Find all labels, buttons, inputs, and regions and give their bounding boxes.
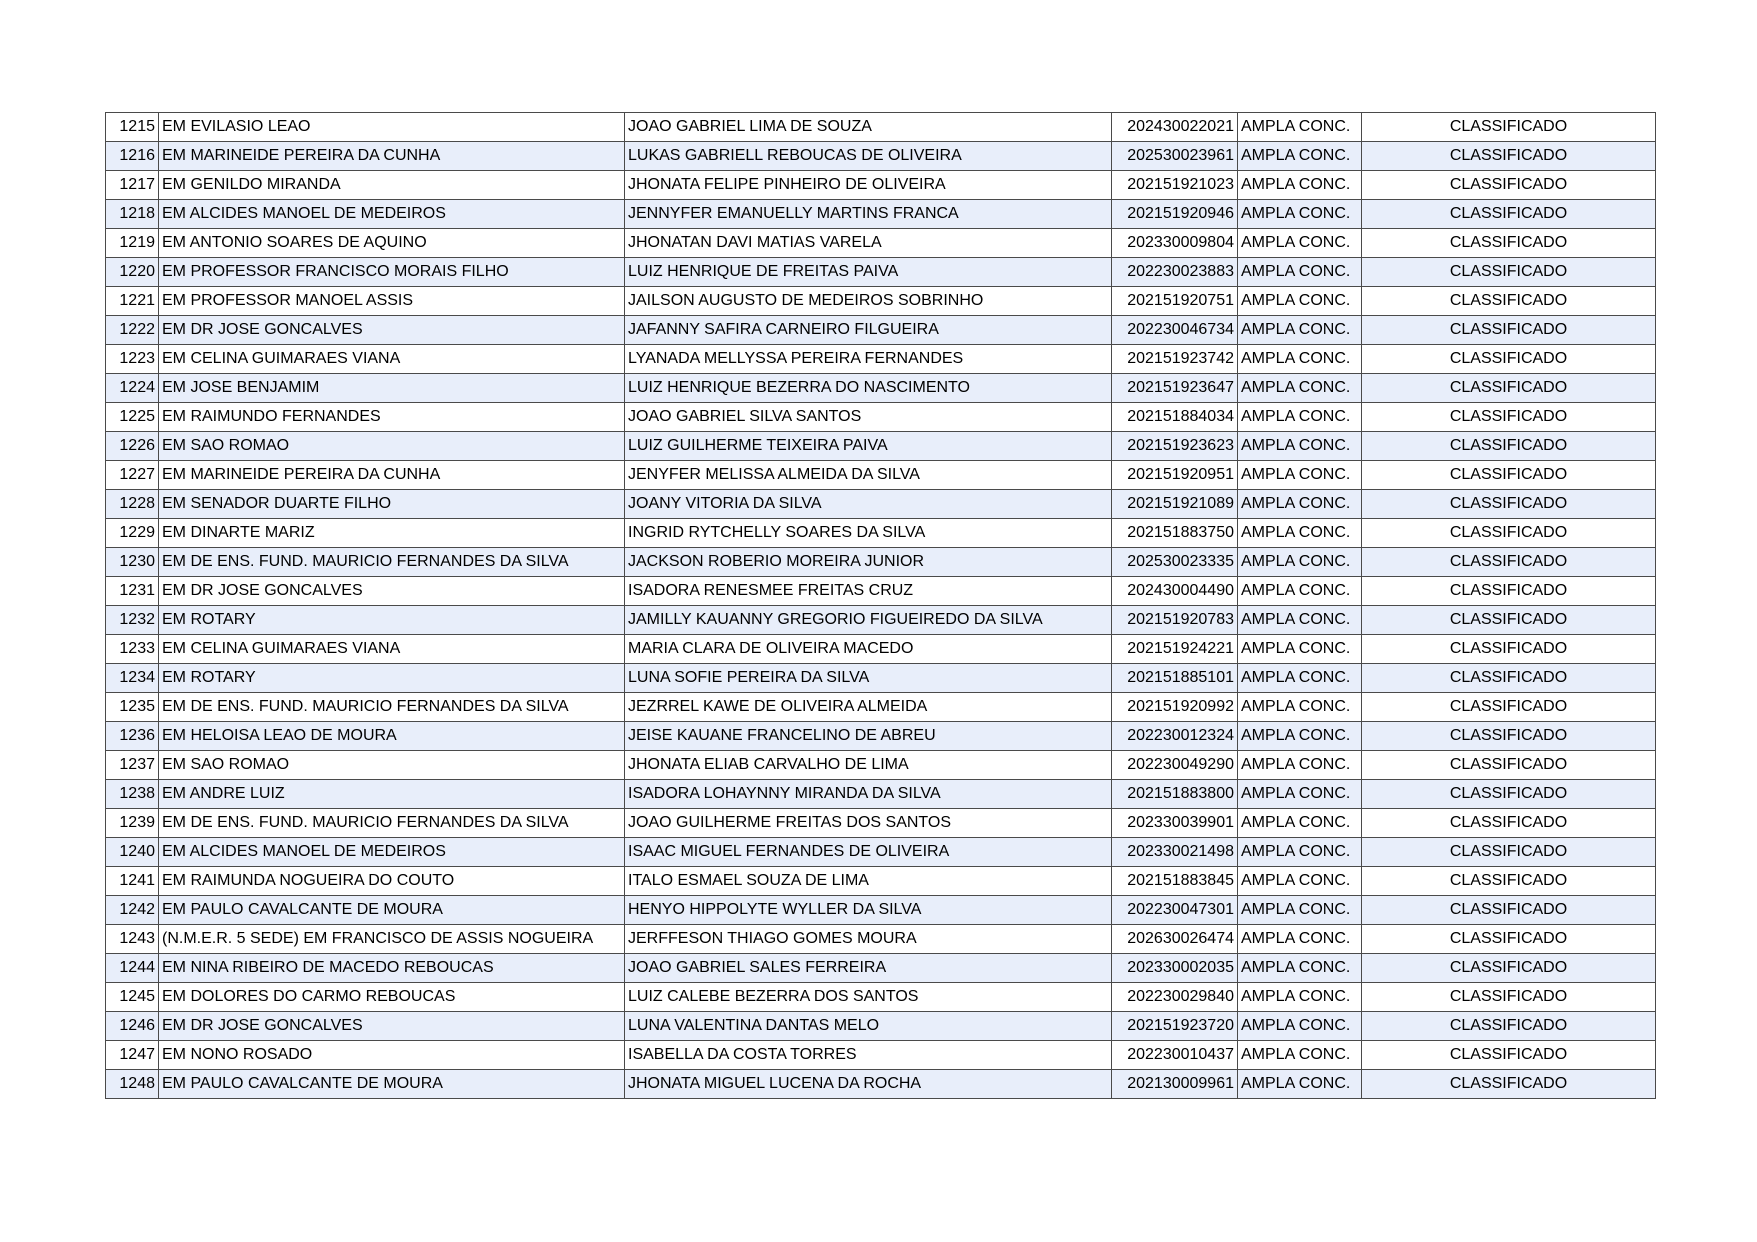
candidate-name: ISAAC MIGUEL FERNANDES DE OLIVEIRA	[625, 838, 1112, 867]
registration-code: 202151923720	[1112, 1012, 1238, 1041]
quota-category: AMPLA CONC.	[1238, 577, 1362, 606]
quota-category: AMPLA CONC.	[1238, 722, 1362, 751]
school-name: EM DR JOSE GONCALVES	[159, 1012, 625, 1041]
registration-code: 202151883800	[1112, 780, 1238, 809]
row-number: 1242	[106, 896, 159, 925]
status-label: CLASSIFICADO	[1362, 171, 1656, 200]
registration-code: 202230012324	[1112, 722, 1238, 751]
table-row	[106, 896, 1656, 925]
registration-code: 202151884034	[1112, 403, 1238, 432]
school-name: EM DR JOSE GONCALVES	[159, 316, 625, 345]
candidate-name: LYANADA MELLYSSA PEREIRA FERNANDES	[625, 345, 1112, 374]
row-number: 1245	[106, 983, 159, 1012]
row-number: 1235	[106, 693, 159, 722]
quota-category: AMPLA CONC.	[1238, 896, 1362, 925]
candidate-name: JOAO GABRIEL LIMA DE SOUZA	[625, 113, 1112, 142]
registration-code: 202151883845	[1112, 867, 1238, 896]
school-name: EM ANTONIO SOARES DE AQUINO	[159, 229, 625, 258]
status-label: CLASSIFICADO	[1362, 229, 1656, 258]
status-label: CLASSIFICADO	[1362, 1041, 1656, 1070]
table-row	[106, 809, 1656, 838]
status-label: CLASSIFICADO	[1362, 635, 1656, 664]
candidate-name: JEISE KAUANE FRANCELINO DE ABREU	[625, 722, 1112, 751]
registration-code: 202151921023	[1112, 171, 1238, 200]
school-name: (N.M.E.R. 5 SEDE) EM FRANCISCO DE ASSIS NOGUEIRA	[159, 925, 625, 954]
status-label: CLASSIFICADO	[1362, 751, 1656, 780]
row-number: 1223	[106, 345, 159, 374]
status-label: CLASSIFICADO	[1362, 490, 1656, 519]
candidate-name: JOAO GUILHERME FREITAS DOS SANTOS	[625, 809, 1112, 838]
candidate-name: LUNA VALENTINA DANTAS MELO	[625, 1012, 1112, 1041]
school-name: EM NINA RIBEIRO DE MACEDO REBOUCAS	[159, 954, 625, 983]
quota-category: AMPLA CONC.	[1238, 461, 1362, 490]
row-number: 1237	[106, 751, 159, 780]
table-row	[106, 548, 1656, 577]
quota-category: AMPLA CONC.	[1238, 838, 1362, 867]
table-row	[106, 519, 1656, 548]
row-number: 1231	[106, 577, 159, 606]
table-row	[106, 867, 1656, 896]
table-row	[106, 925, 1656, 954]
candidate-name: LUIZ HENRIQUE BEZERRA DO NASCIMENTO	[625, 374, 1112, 403]
table-row	[106, 1041, 1656, 1070]
quota-category: AMPLA CONC.	[1238, 1070, 1362, 1099]
row-number: 1229	[106, 519, 159, 548]
table-row	[106, 345, 1656, 374]
registration-code: 202151920751	[1112, 287, 1238, 316]
status-label: CLASSIFICADO	[1362, 606, 1656, 635]
row-number: 1248	[106, 1070, 159, 1099]
table-row	[106, 983, 1656, 1012]
row-number: 1239	[106, 809, 159, 838]
row-number: 1241	[106, 867, 159, 896]
registration-code: 202530023335	[1112, 548, 1238, 577]
candidate-name: HENYO HIPPOLYTE WYLLER DA SILVA	[625, 896, 1112, 925]
quota-category: AMPLA CONC.	[1238, 693, 1362, 722]
registration-code: 202330002035	[1112, 954, 1238, 983]
quota-category: AMPLA CONC.	[1238, 867, 1362, 896]
table-row	[106, 635, 1656, 664]
status-label: CLASSIFICADO	[1362, 519, 1656, 548]
status-label: CLASSIFICADO	[1362, 838, 1656, 867]
school-name: EM ALCIDES MANOEL DE MEDEIROS	[159, 838, 625, 867]
school-name: EM DINARTE MARIZ	[159, 519, 625, 548]
candidate-name: JERFFESON THIAGO GOMES MOURA	[625, 925, 1112, 954]
table-row	[106, 374, 1656, 403]
table-row	[106, 287, 1656, 316]
status-label: CLASSIFICADO	[1362, 287, 1656, 316]
school-name: EM MARINEIDE PEREIRA DA CUNHA	[159, 142, 625, 171]
quota-category: AMPLA CONC.	[1238, 1012, 1362, 1041]
school-name: EM DR JOSE GONCALVES	[159, 577, 625, 606]
candidate-name: JAFANNY SAFIRA CARNEIRO FILGUEIRA	[625, 316, 1112, 345]
status-label: CLASSIFICADO	[1362, 142, 1656, 171]
registration-code: 202430022021	[1112, 113, 1238, 142]
candidate-name: INGRID RYTCHELLY SOARES DA SILVA	[625, 519, 1112, 548]
candidate-name: JOAO GABRIEL SILVA SANTOS	[625, 403, 1112, 432]
registration-code: 202151885101	[1112, 664, 1238, 693]
quota-category: AMPLA CONC.	[1238, 171, 1362, 200]
status-label: CLASSIFICADO	[1362, 896, 1656, 925]
status-label: CLASSIFICADO	[1362, 809, 1656, 838]
candidate-name: JEZRREL KAWE DE OLIVEIRA ALMEIDA	[625, 693, 1112, 722]
school-name: EM MARINEIDE PEREIRA DA CUNHA	[159, 461, 625, 490]
quota-category: AMPLA CONC.	[1238, 780, 1362, 809]
row-number: 1226	[106, 432, 159, 461]
table-row	[106, 461, 1656, 490]
registration-code: 202151920783	[1112, 606, 1238, 635]
quota-category: AMPLA CONC.	[1238, 983, 1362, 1012]
status-label: CLASSIFICADO	[1362, 722, 1656, 751]
school-name: EM DE ENS. FUND. MAURICIO FERNANDES DA SILVA	[159, 548, 625, 577]
quota-category: AMPLA CONC.	[1238, 664, 1362, 693]
registration-code: 202130009961	[1112, 1070, 1238, 1099]
candidate-name: LUNA SOFIE PEREIRA DA SILVA	[625, 664, 1112, 693]
row-number: 1234	[106, 664, 159, 693]
school-name: EM SAO ROMAO	[159, 751, 625, 780]
results-table-body	[106, 113, 1656, 1099]
table-row	[106, 693, 1656, 722]
status-label: CLASSIFICADO	[1362, 113, 1656, 142]
table-row	[106, 1070, 1656, 1099]
status-label: CLASSIFICADO	[1362, 316, 1656, 345]
registration-code: 202151920992	[1112, 693, 1238, 722]
school-name: EM NONO ROSADO	[159, 1041, 625, 1070]
registration-code: 202230049290	[1112, 751, 1238, 780]
row-number: 1246	[106, 1012, 159, 1041]
status-label: CLASSIFICADO	[1362, 432, 1656, 461]
school-name: EM ROTARY	[159, 606, 625, 635]
table-row	[106, 664, 1656, 693]
table-row	[106, 258, 1656, 287]
registration-code: 202230023883	[1112, 258, 1238, 287]
candidate-name: ISADORA RENESMEE FREITAS CRUZ	[625, 577, 1112, 606]
school-name: EM ALCIDES MANOEL DE MEDEIROS	[159, 200, 625, 229]
school-name: EM CELINA GUIMARAES VIANA	[159, 635, 625, 664]
quota-category: AMPLA CONC.	[1238, 258, 1362, 287]
quota-category: AMPLA CONC.	[1238, 142, 1362, 171]
candidate-name: LUKAS GABRIELL REBOUCAS DE OLIVEIRA	[625, 142, 1112, 171]
candidate-name: LUIZ CALEBE BEZERRA DOS SANTOS	[625, 983, 1112, 1012]
row-number: 1225	[106, 403, 159, 432]
table-row	[106, 142, 1656, 171]
school-name: EM PROFESSOR MANOEL ASSIS	[159, 287, 625, 316]
row-number: 1240	[106, 838, 159, 867]
row-number: 1247	[106, 1041, 159, 1070]
school-name: EM DE ENS. FUND. MAURICIO FERNANDES DA SILVA	[159, 693, 625, 722]
status-label: CLASSIFICADO	[1362, 983, 1656, 1012]
candidate-name: JENNYFER EMANUELLY MARTINS FRANCA	[625, 200, 1112, 229]
row-number: 1215	[106, 113, 159, 142]
table-row	[106, 606, 1656, 635]
registration-code: 202430004490	[1112, 577, 1238, 606]
school-name: EM PAULO CAVALCANTE DE MOURA	[159, 1070, 625, 1099]
row-number: 1232	[106, 606, 159, 635]
row-number: 1222	[106, 316, 159, 345]
row-number: 1230	[106, 548, 159, 577]
quota-category: AMPLA CONC.	[1238, 113, 1362, 142]
status-label: CLASSIFICADO	[1362, 1012, 1656, 1041]
quota-category: AMPLA CONC.	[1238, 490, 1362, 519]
status-label: CLASSIFICADO	[1362, 577, 1656, 606]
status-label: CLASSIFICADO	[1362, 925, 1656, 954]
registration-code: 202530023961	[1112, 142, 1238, 171]
candidate-name: JHONATAN DAVI MATIAS VARELA	[625, 229, 1112, 258]
table-row	[106, 171, 1656, 200]
row-number: 1217	[106, 171, 159, 200]
registration-code: 202230029840	[1112, 983, 1238, 1012]
row-number: 1216	[106, 142, 159, 171]
row-number: 1243	[106, 925, 159, 954]
school-name: EM HELOISA LEAO DE MOURA	[159, 722, 625, 751]
row-number: 1224	[106, 374, 159, 403]
status-label: CLASSIFICADO	[1362, 664, 1656, 693]
table-row	[106, 229, 1656, 258]
table-row	[106, 490, 1656, 519]
quota-category: AMPLA CONC.	[1238, 432, 1362, 461]
row-number: 1244	[106, 954, 159, 983]
quota-category: AMPLA CONC.	[1238, 316, 1362, 345]
status-label: CLASSIFICADO	[1362, 345, 1656, 374]
school-name: EM JOSE BENJAMIM	[159, 374, 625, 403]
row-number: 1228	[106, 490, 159, 519]
row-number: 1219	[106, 229, 159, 258]
candidate-name: JHONATA MIGUEL LUCENA DA ROCHA	[625, 1070, 1112, 1099]
status-label: CLASSIFICADO	[1362, 258, 1656, 287]
quota-category: AMPLA CONC.	[1238, 374, 1362, 403]
school-name: EM SAO ROMAO	[159, 432, 625, 461]
candidate-name: LUIZ HENRIQUE DE FREITAS PAIVA	[625, 258, 1112, 287]
candidate-name: JHONATA FELIPE PINHEIRO DE OLIVEIRA	[625, 171, 1112, 200]
school-name: EM PAULO CAVALCANTE DE MOURA	[159, 896, 625, 925]
candidate-name: JOAO GABRIEL SALES FERREIRA	[625, 954, 1112, 983]
row-number: 1220	[106, 258, 159, 287]
registration-code: 202330039901	[1112, 809, 1238, 838]
school-name: EM DOLORES DO CARMO REBOUCAS	[159, 983, 625, 1012]
candidate-name: MARIA CLARA DE OLIVEIRA MACEDO	[625, 635, 1112, 664]
candidate-name: JHONATA ELIAB CARVALHO DE LIMA	[625, 751, 1112, 780]
school-name: EM EVILASIO LEAO	[159, 113, 625, 142]
candidate-name: ISADORA LOHAYNNY MIRANDA DA SILVA	[625, 780, 1112, 809]
school-name: EM RAIMUNDO FERNANDES	[159, 403, 625, 432]
registration-code: 202330021498	[1112, 838, 1238, 867]
candidate-name: ISABELLA DA COSTA TORRES	[625, 1041, 1112, 1070]
table-row	[106, 200, 1656, 229]
status-label: CLASSIFICADO	[1362, 780, 1656, 809]
table-row	[106, 780, 1656, 809]
status-label: CLASSIFICADO	[1362, 548, 1656, 577]
registration-code: 202151923623	[1112, 432, 1238, 461]
status-label: CLASSIFICADO	[1362, 867, 1656, 896]
quota-category: AMPLA CONC.	[1238, 345, 1362, 374]
registration-code: 202230046734	[1112, 316, 1238, 345]
status-label: CLASSIFICADO	[1362, 200, 1656, 229]
table-row	[106, 577, 1656, 606]
registration-code: 202151924221	[1112, 635, 1238, 664]
quota-category: AMPLA CONC.	[1238, 519, 1362, 548]
registration-code: 202151883750	[1112, 519, 1238, 548]
status-label: CLASSIFICADO	[1362, 461, 1656, 490]
registration-code: 202330009804	[1112, 229, 1238, 258]
status-label: CLASSIFICADO	[1362, 693, 1656, 722]
quota-category: AMPLA CONC.	[1238, 925, 1362, 954]
registration-code: 202630026474	[1112, 925, 1238, 954]
candidate-name: JAILSON AUGUSTO DE MEDEIROS SOBRINHO	[625, 287, 1112, 316]
table-row	[106, 722, 1656, 751]
registration-code: 202230047301	[1112, 896, 1238, 925]
registration-code: 202230010437	[1112, 1041, 1238, 1070]
results-table	[105, 112, 1656, 1099]
row-number: 1233	[106, 635, 159, 664]
registration-code: 202151920951	[1112, 461, 1238, 490]
table-row	[106, 838, 1656, 867]
quota-category: AMPLA CONC.	[1238, 403, 1362, 432]
registration-code: 202151923647	[1112, 374, 1238, 403]
status-label: CLASSIFICADO	[1362, 403, 1656, 432]
school-name: EM DE ENS. FUND. MAURICIO FERNANDES DA SILVA	[159, 809, 625, 838]
table-row	[106, 403, 1656, 432]
candidate-name: JACKSON ROBERIO MOREIRA JUNIOR	[625, 548, 1112, 577]
table-row	[106, 432, 1656, 461]
status-label: CLASSIFICADO	[1362, 954, 1656, 983]
school-name: EM SENADOR DUARTE FILHO	[159, 490, 625, 519]
quota-category: AMPLA CONC.	[1238, 1041, 1362, 1070]
registration-code: 202151921089	[1112, 490, 1238, 519]
quota-category: AMPLA CONC.	[1238, 809, 1362, 838]
table-row	[106, 113, 1656, 142]
table-row	[106, 1012, 1656, 1041]
row-number: 1221	[106, 287, 159, 316]
school-name: EM RAIMUNDA NOGUEIRA DO COUTO	[159, 867, 625, 896]
quota-category: AMPLA CONC.	[1238, 548, 1362, 577]
quota-category: AMPLA CONC.	[1238, 635, 1362, 664]
table-row	[106, 316, 1656, 345]
row-number: 1218	[106, 200, 159, 229]
row-number: 1236	[106, 722, 159, 751]
candidate-name: JAMILLY KAUANNY GREGORIO FIGUEIREDO DA SILVA	[625, 606, 1112, 635]
candidate-name: JENYFER MELISSA ALMEIDA DA SILVA	[625, 461, 1112, 490]
quota-category: AMPLA CONC.	[1238, 200, 1362, 229]
quota-category: AMPLA CONC.	[1238, 287, 1362, 316]
candidate-name: ITALO ESMAEL SOUZA DE LIMA	[625, 867, 1112, 896]
quota-category: AMPLA CONC.	[1238, 229, 1362, 258]
status-label: CLASSIFICADO	[1362, 374, 1656, 403]
row-number: 1238	[106, 780, 159, 809]
school-name: EM ANDRE LUIZ	[159, 780, 625, 809]
registration-code: 202151923742	[1112, 345, 1238, 374]
school-name: EM GENILDO MIRANDA	[159, 171, 625, 200]
candidate-name: LUIZ GUILHERME TEIXEIRA PAIVA	[625, 432, 1112, 461]
school-name: EM ROTARY	[159, 664, 625, 693]
quota-category: AMPLA CONC.	[1238, 751, 1362, 780]
row-number: 1227	[106, 461, 159, 490]
status-label: CLASSIFICADO	[1362, 1070, 1656, 1099]
table-row	[106, 751, 1656, 780]
quota-category: AMPLA CONC.	[1238, 606, 1362, 635]
school-name: EM PROFESSOR FRANCISCO MORAIS FILHO	[159, 258, 625, 287]
registration-code: 202151920946	[1112, 200, 1238, 229]
school-name: EM CELINA GUIMARAES VIANA	[159, 345, 625, 374]
table-row	[106, 954, 1656, 983]
candidate-name: JOANY VITORIA DA SILVA	[625, 490, 1112, 519]
quota-category: AMPLA CONC.	[1238, 954, 1362, 983]
